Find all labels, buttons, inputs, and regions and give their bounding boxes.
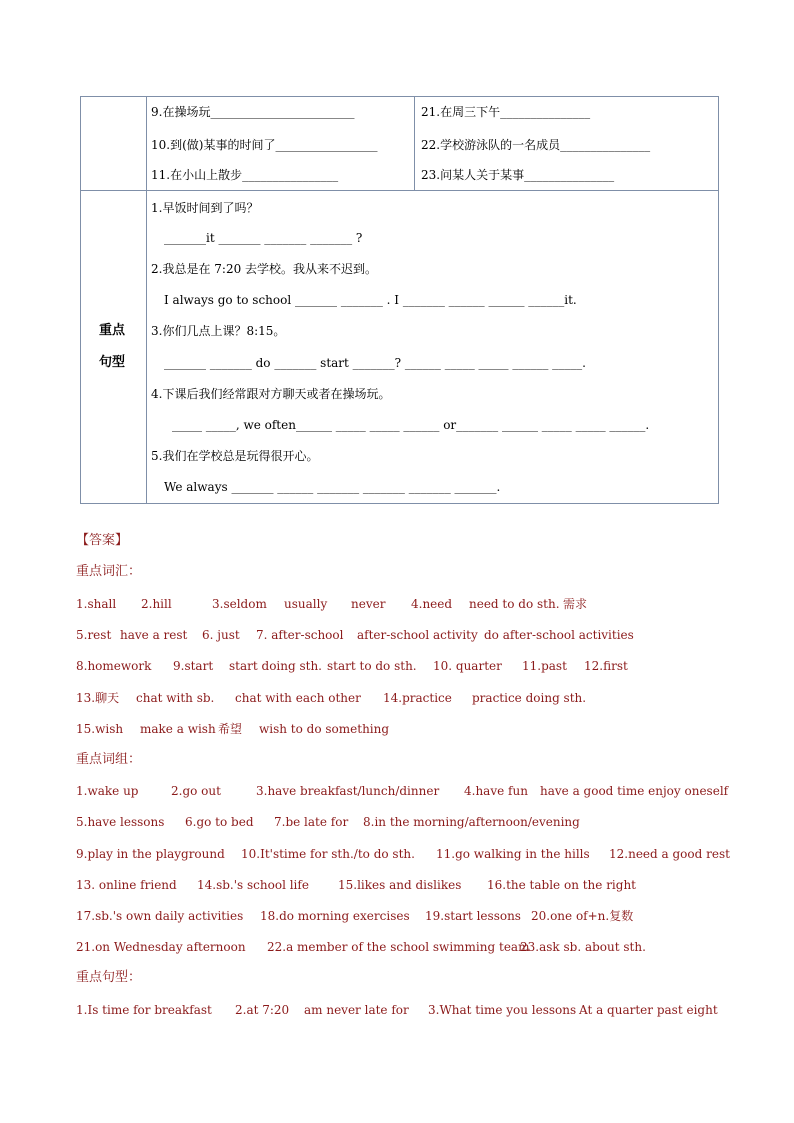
phrase-answer: 4.have fun — [464, 784, 528, 798]
vocab-item: start to do sth. — [327, 659, 417, 673]
phrase-answer: 17.sb.'s own daily activities — [76, 909, 244, 923]
phrase-item-left: 9.在操场玩________________________ — [151, 105, 355, 119]
sentence-question: 3.你们几点上课？8:15。 — [151, 324, 286, 338]
phrase-answer: 20.one of+n.复数 — [531, 909, 634, 923]
phrase-item-right: 23.问某人关于某事_______________ — [421, 168, 615, 182]
answer-title: 【答案】 — [76, 533, 129, 548]
phrase-answer: 23.ask sb. about sth. — [520, 940, 646, 954]
vocab-item: 12.first — [584, 659, 628, 673]
phrase-answer: 11.go walking in the hills — [436, 847, 590, 861]
sentence-heading: 重点句型： — [76, 970, 142, 985]
phrase-answer: have a good time enjoy oneself — [540, 784, 729, 798]
vocab-item: 4.need — [411, 597, 453, 611]
vocab-item: 6. just — [202, 628, 240, 642]
phrase-answer: 12.need a good rest — [609, 847, 730, 861]
sentence-answer-line: I always go to school _______ _______ . I _______ ______ ______ ______it. — [164, 293, 577, 307]
phrase-answer: 21.on Wednesday afternoon — [76, 940, 246, 954]
phrase-heading: 重点词组： — [76, 752, 142, 767]
table-mid-divider — [414, 96, 415, 190]
vocab-item: 8.homework — [76, 659, 152, 673]
sentence-answer-line: We always _______ ______ _______ _______ _______ _______. — [164, 480, 501, 494]
table-row-divider — [80, 190, 719, 191]
sentence-question: 2.我总是在 7:20 去学校。我从来不迟到。 — [151, 262, 378, 276]
vocab-item: after-school activity — [357, 628, 478, 642]
vocab-item: 5.rest — [76, 628, 112, 642]
vocab-item: 7. after-school — [256, 628, 344, 642]
vocab-item: 3.seldom — [212, 597, 267, 611]
phrase-item-left: 10.到(做)某事的时间了_________________ — [151, 138, 378, 152]
vocab-item: never — [351, 597, 386, 611]
phrase-item-left: 11.在小山上散步________________ — [151, 168, 339, 182]
table-col-divider — [146, 96, 147, 504]
phrase-answer: 2.go out — [171, 784, 221, 798]
vocab-item: 希望 — [218, 722, 243, 736]
vocab-item: do after-school activities — [484, 628, 634, 642]
phrase-answer: 18.do morning exercises — [260, 909, 410, 923]
vocab-item: 9.start — [173, 659, 214, 673]
vocab-item: chat with each other — [235, 691, 361, 705]
phrase-answer: 6.go to bed — [185, 815, 254, 829]
vocab-item: wish to do something — [259, 722, 390, 736]
phrase-answer: 15.likes and dislikes — [338, 878, 462, 892]
phrase-answer: 3.have breakfast/lunch/dinner — [256, 784, 440, 798]
vocab-item: make a wish — [140, 722, 216, 736]
vocab-item: need to do sth. — [469, 597, 560, 611]
phrase-answer: 19.start lessons — [425, 909, 521, 923]
sentence-question: 4.下课后我们经常跟对方聊天或者在操场玩。 — [151, 387, 391, 401]
vocab-heading: 重点词汇： — [76, 564, 142, 579]
phrase-answer: 22.a member of the school swimming team — [267, 940, 530, 954]
phrase-answer: 8.in the morning/afternoon/evening — [363, 815, 580, 829]
vocab-item: have a rest — [120, 628, 188, 642]
sentence-answer: 2.at 7:20 — [235, 1003, 290, 1017]
vocab-item: 14.practice — [383, 691, 452, 705]
sentence-answer-line: _______ _______ do _______ start _______? ______ _____ _____ ______ _____. — [164, 356, 586, 370]
vocab-item: start doing sth. — [229, 659, 322, 673]
phrase-answer: 9.play in the playground — [76, 847, 225, 861]
phrase-answer: 14.sb.'s school life — [197, 878, 309, 892]
sentence-answer-line: _____ _____, we often______ _____ _____ ______ or_______ ______ _____ _____ ______. — [172, 418, 650, 432]
sentence-answer: At a quarter past eight — [579, 1003, 718, 1017]
sentence-answer: 3.What time you lessons — [428, 1003, 577, 1017]
phrase-item-right: 21.在周三下午_______________ — [421, 105, 591, 119]
phrase-answer: 10.It'stime for sth./to do sth. — [241, 847, 415, 861]
vocab-item: 13.聊天 — [76, 691, 120, 705]
phrase-answer: 7.be late for — [274, 815, 349, 829]
vocab-item: 需求 — [563, 597, 588, 611]
sentence-answer: 1.Is time for breakfast — [76, 1003, 212, 1017]
vocab-item: chat with sb. — [136, 691, 215, 705]
sentence-answer-line: _______it _______ _______ _______ ? — [164, 231, 363, 245]
phrase-answer: 13. online friend — [76, 878, 177, 892]
section-label: 重点 — [99, 323, 126, 338]
phrase-answer: 5.have lessons — [76, 815, 165, 829]
vocab-item: usually — [284, 597, 328, 611]
sentence-question: 5.我们在学校总是玩得很开心。 — [151, 449, 319, 463]
phrase-item-right: 22.学校游泳队的一名成员_______________ — [421, 138, 651, 152]
vocab-item: 10. quarter — [433, 659, 502, 673]
vocab-item: practice doing sth. — [472, 691, 587, 705]
section-label: 句型 — [99, 355, 126, 370]
phrase-answer: 16.the table on the right — [487, 878, 637, 892]
vocab-item: 11.past — [522, 659, 567, 673]
sentence-answer: am never late for — [304, 1003, 409, 1017]
phrase-answer: 1.wake up — [76, 784, 139, 798]
vocab-item: 2.hill — [141, 597, 172, 611]
vocab-item: 15.wish — [76, 722, 124, 736]
sentence-question: 1.早饭时间到了吗？ — [151, 201, 259, 215]
vocab-item: 1.shall — [76, 597, 117, 611]
